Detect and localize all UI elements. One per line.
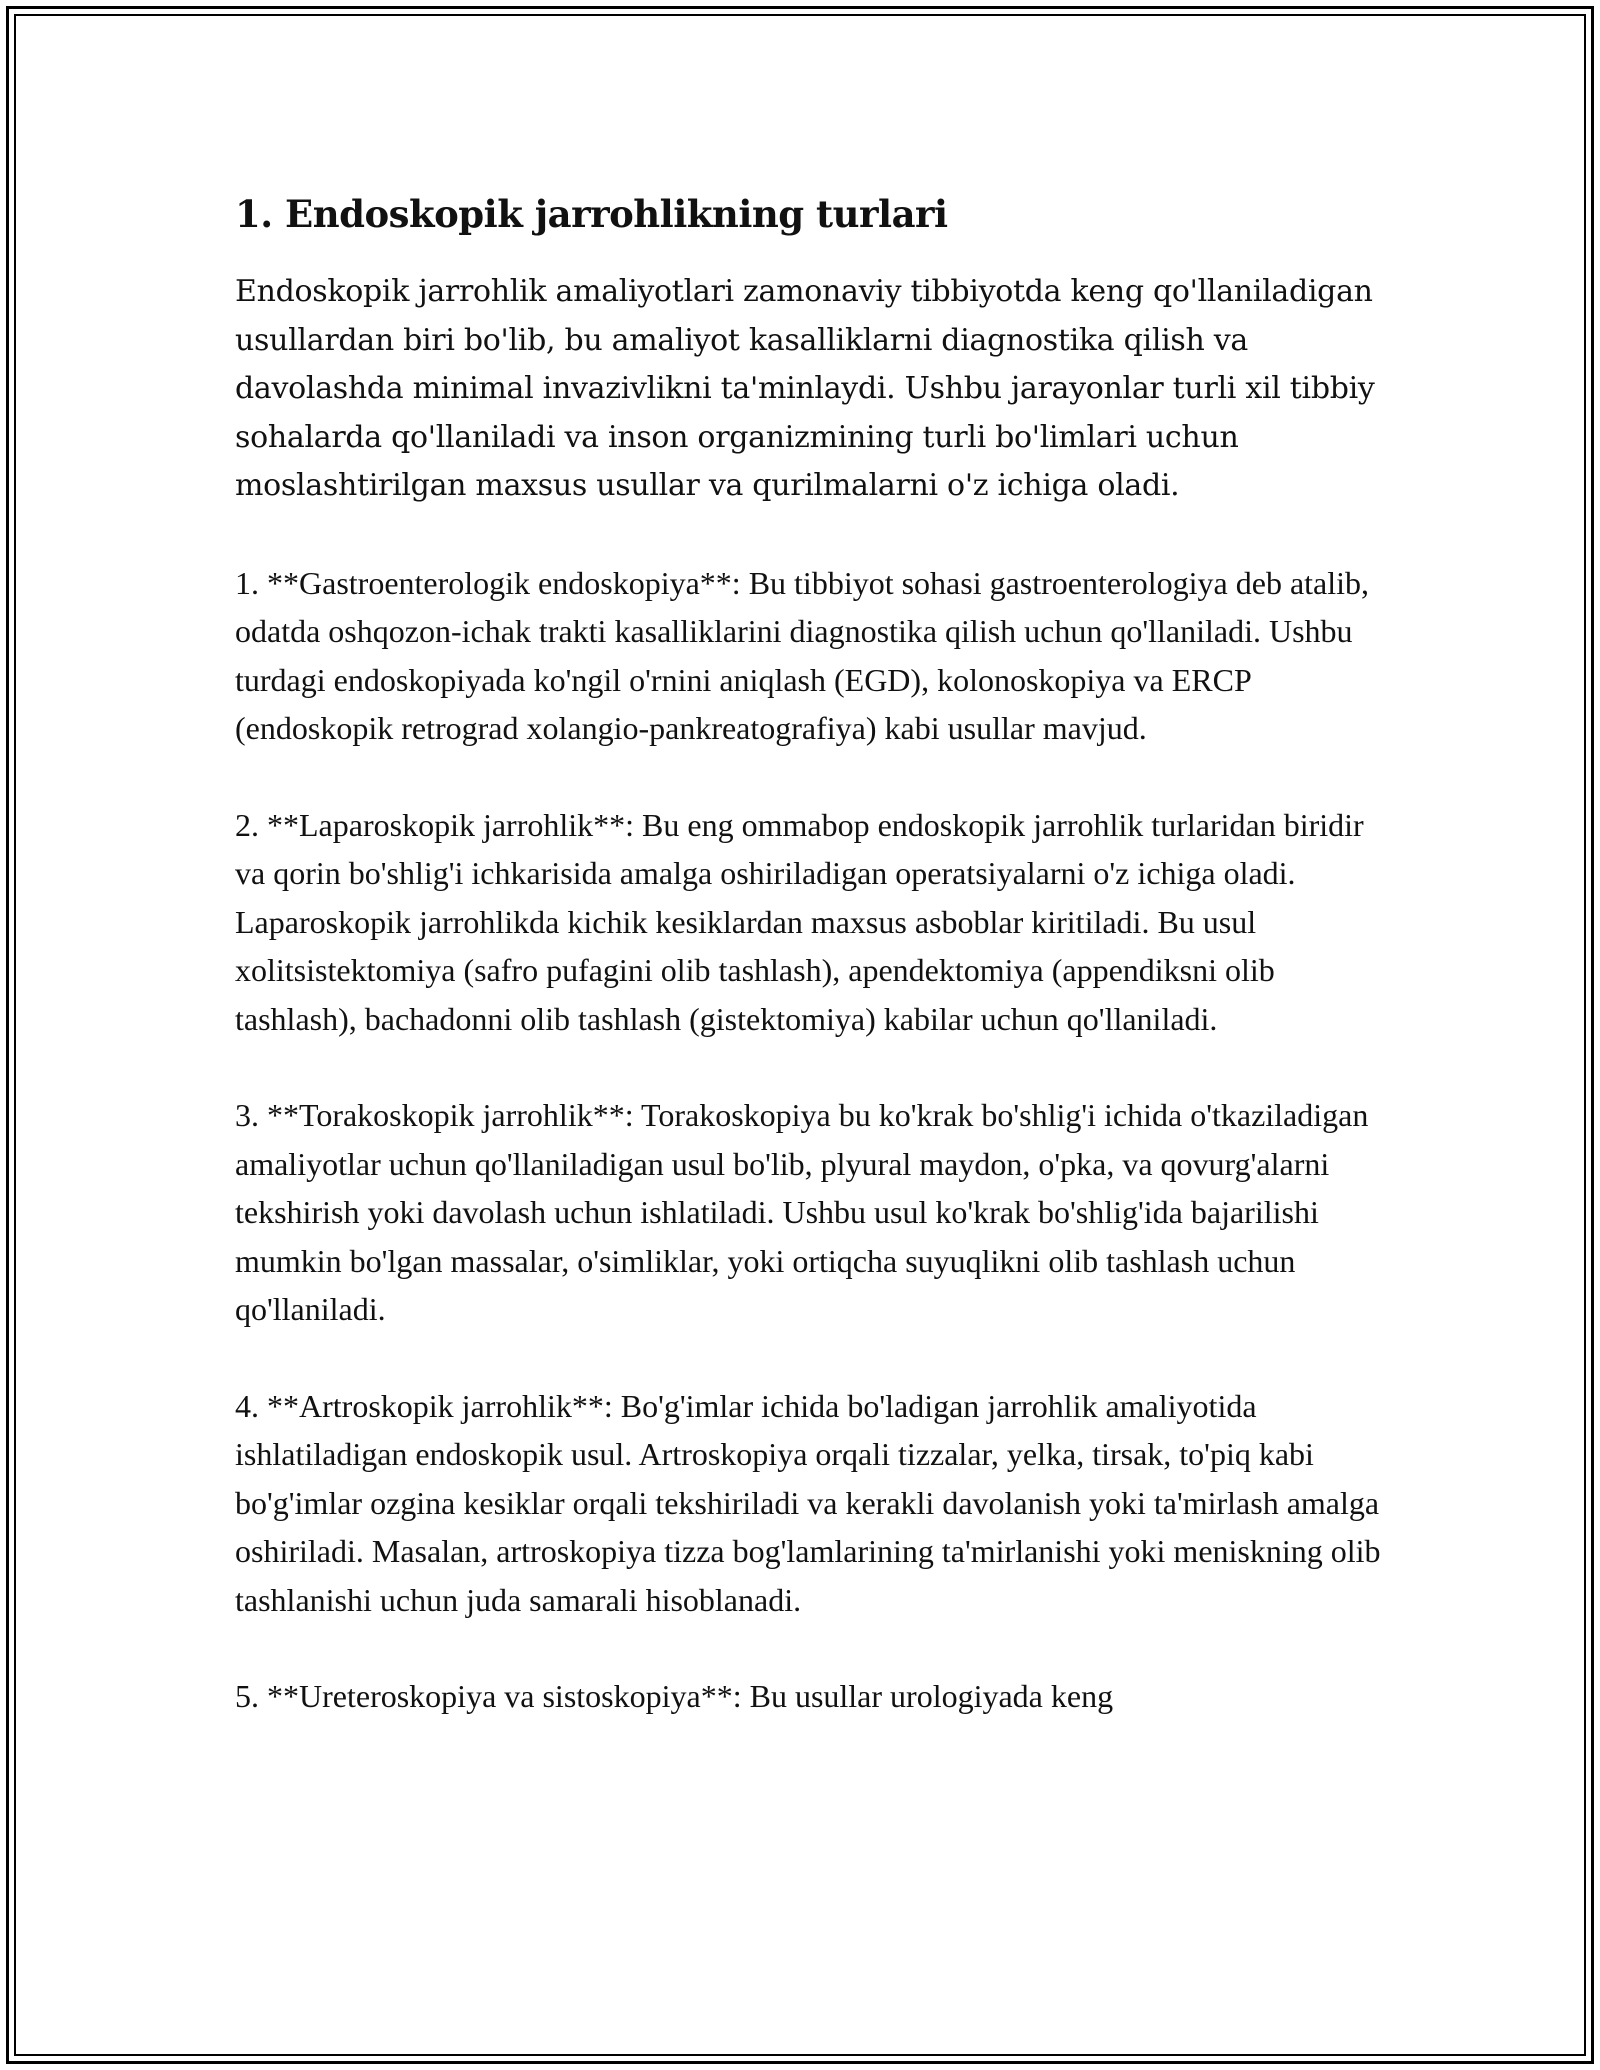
list-item-gastroenterology: 1. **Gastroenterologik endoskopiya**: Bu tibbiyot sohasi gastroenterologiya deb atalib, odatda oshqozon-ichak trakti kasalliklarini diagnostika qilish uchun qo'llaniladi. Ushbu turdagi endoskopiyada ko'ngil o'rnini aniqlash (EGD), kolonoskopiya va ERCP (endoskopik retrograd xolangio-pankreatografiya) kabi usullar mavjud. xyxy=(235,564,1370,746)
list-item-arthroscopy: 4. **Artroskopik jarrohlik**: Bo'g'imlar ichida bo'ladigan jarrohlik amaliyotida ishlatiladigan endoskopik usul. Artroskopiya orqali tizzalar, yelka, tirsak, to'piq kabi bo'g'imlar ozgina kesiklar orqali tekshiriladi va kerakli davolanish yoki ta'mirlash amalga oshiriladi. Masalan, artroskopiya tizza bog'lamlarining ta'mirlanishi yoki meniskning olib tashlanishi uchun juda samarali hisoblanadi. xyxy=(235,1387,1381,1618)
document-title: 1. Endoskopik jarrohlikning turlari xyxy=(235,192,948,236)
document-body xyxy=(235,186,1385,1769)
list-item-ureteroscopy: 5. **Ureteroskopiya va sistoskopiya**: Bu usullar urologiyada keng xyxy=(235,1678,1114,1714)
intro-paragraph: Endoskopik jarrohlik amaliyotlari zamonaviy tibbiyotda keng qo'llaniladigan usullardan biri bo'lib, bu amaliyot kasalliklarni diagnostika qilish va davolashda minimal invazivlikni ta'minlaydi. Ushbu jarayonlar turli xil tibbiy sohalarda qo'llaniladi va inson organizmining turli bo'limlari uchun moslashtirilgan maxsus usullar va qurilmalarni o'z ichiga oladi. xyxy=(235,274,1375,503)
list-item-thoracoscopy: 3. **Torakoskopik jarrohlik**: Torakoskopiya bu ko'krak bo'shlig'i ichida o'tkaziladigan amaliyotlar uchun qo'llaniladigan usul bo'lib, plyural maydon, o'pka, va qovurg'alarni tekshirish yoki davolash uchun ishlatiladi. Ushbu usul ko'krak bo'shlig'ida bajarilishi mumkin bo'lgan massalar, o'simliklar, yoki ortiqcha suyuqlikni olib tashlash uchun qo'llaniladi. xyxy=(235,1097,1369,1327)
list-item-laparoscopy: 2. **Laparoskopik jarrohlik**: Bu eng ommabop endoskopik jarrohlik turlaridan biridir va qorin bo'shlig'i ichkarisida amalga oshiriladigan operatsiyalarni o'z ichiga oladi. Laparoskopik jarrohlikda kichik kesiklardan maxsus asboblar kiritiladi. Bu usul xolitsistektomiya (safro pufagini olib tashlash), apendektomiya (appendiksni olib tashlash), bachadonni olib tashlash (gistektomiya) kabilar uchun qo'llaniladi. xyxy=(235,806,1364,1037)
